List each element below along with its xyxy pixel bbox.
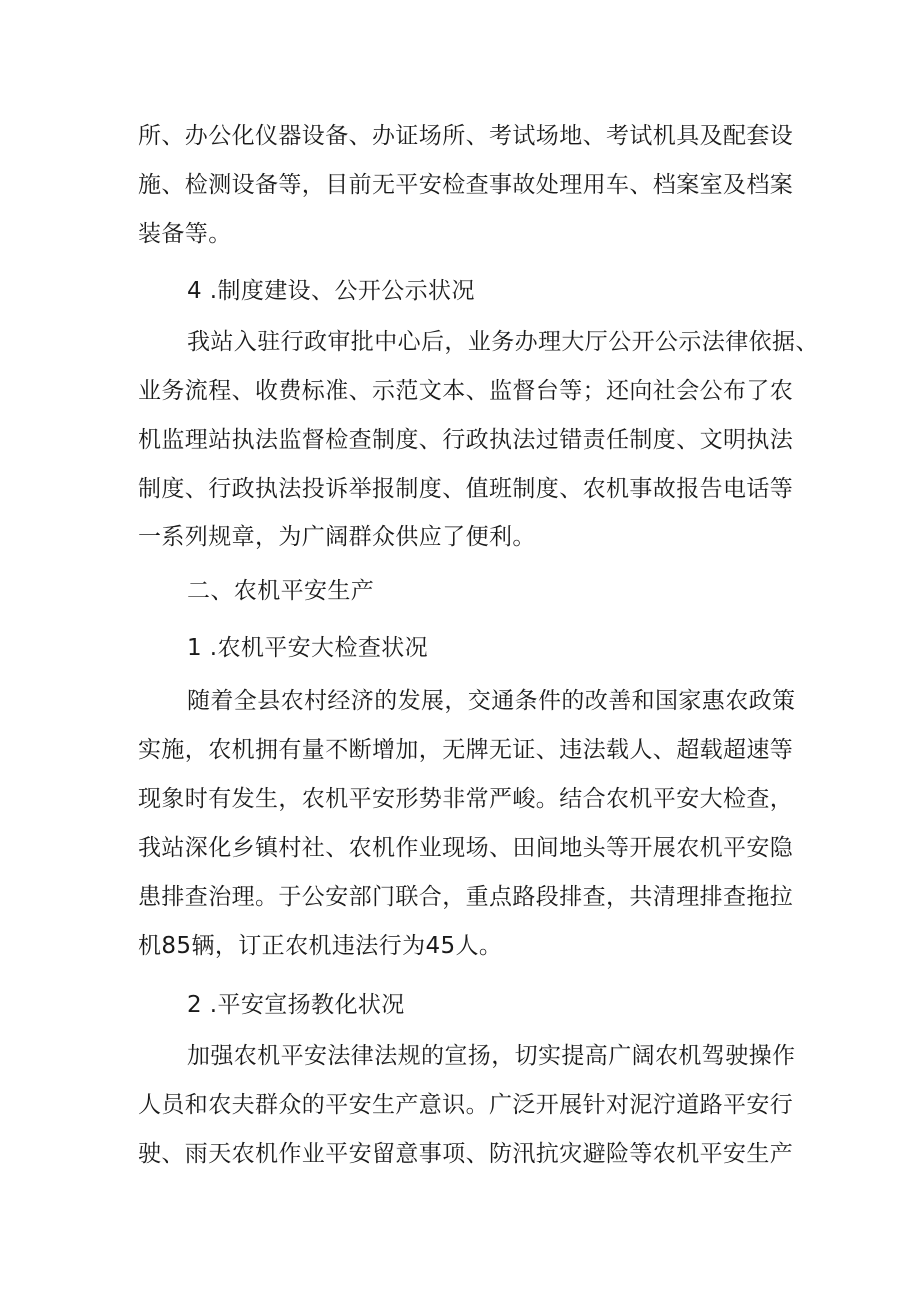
body-text-line: 人员和农夫群众的平安生产意识。广泛开展针对泥泞道路平安行 (138, 1092, 794, 1118)
body-text-line: 驶、雨天农机作业平安留意事项、防汛抗灾避险等农机平安生产 (138, 1141, 794, 1167)
body-text-line: 加强农机平安法律法规的宣扬，切实提高广阔农机驾驶操作 (187, 1043, 796, 1069)
body-text-line: 施、检测设备等，目前无平安检查事故处理用车、档案室及档案 (138, 172, 794, 198)
body-text-line: 一系列规章，为广阔群众供应了便利。 (138, 524, 536, 550)
body-text-line: 所、办公化仪器设备、办证场所、考试场地、考试机具及配套设 (138, 123, 794, 149)
chapter-heading: 二、农机平安生产 (187, 578, 375, 604)
body-text-line: 实施，农机拥有量不断增加，无牌无证、违法载人、超载超速等 (138, 737, 794, 763)
body-text-line: 随着全县农村经济的发展，交通条件的改善和国家惠农政策 (187, 688, 796, 714)
section-heading: 1 .农机平安大检查状况 (187, 635, 429, 661)
body-text-line: 现象时有发生，农机平安形势非常严峻。结合农机平安大检查， (138, 786, 794, 812)
section-heading: 2 .平安宣扬教化状况 (187, 992, 405, 1018)
body-text-line: 我站入驻行政审批中心后，业务办理大厅公开公示法律依据、 (187, 329, 819, 355)
body-text-line: 制度、行政执法投诉举报制度、值班制度、农机事故报告电话等 (138, 476, 794, 502)
body-text-line: 机85辆，订正农机违法行为45人。 (138, 933, 503, 959)
body-text-line: 装备等。 (138, 221, 232, 247)
body-text-line: 业务流程、收费标准、示范文本、监督台等；还向社会公布了农 (138, 378, 794, 404)
body-text-line: 机监理站执法监督检查制度、行政执法过错责任制度、文明执法 (138, 427, 794, 453)
body-text-line: 患排查治理。于公安部门联合，重点路段排查，共清理排查拖拉 (138, 884, 794, 910)
section-heading: 4 .制度建设、公开公示状况 (187, 278, 475, 304)
body-text-line: 我站深化乡镇村社、农机作业现场、田间地头等开展农机平安隐 (138, 835, 794, 861)
